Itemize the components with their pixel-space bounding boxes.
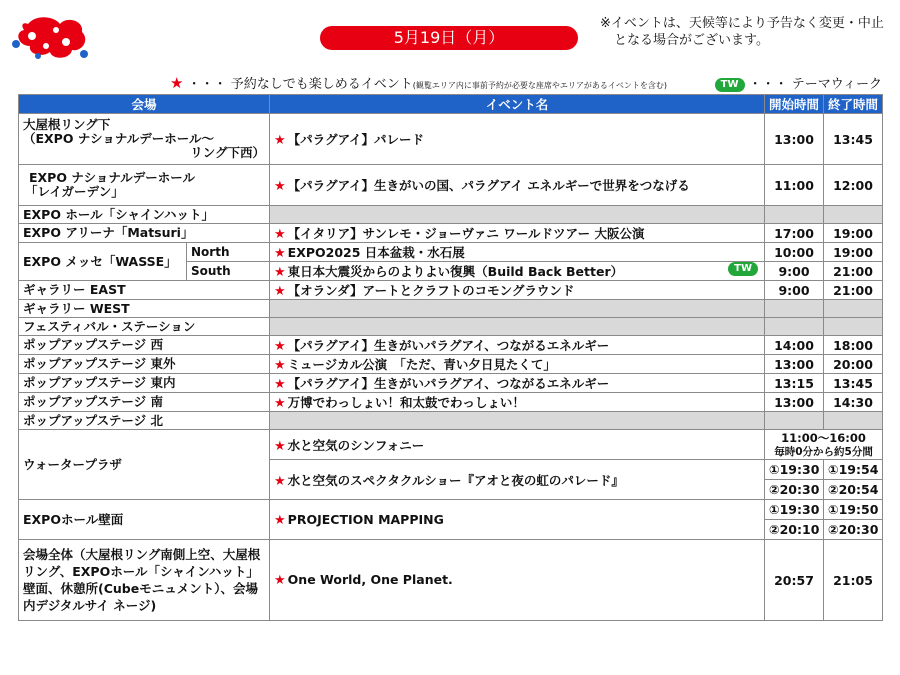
venue-cell: ポップアップステージ 東外: [19, 355, 270, 374]
table-row: [19, 165, 883, 206]
time-note: 毎時0分から約5分間: [774, 445, 873, 458]
header-event: イベント名: [270, 95, 765, 114]
event-cell: [270, 393, 765, 412]
legend: [170, 73, 882, 91]
event-cell: [270, 374, 765, 393]
event-name: 【パラグアイ】生きがいの国、パラグアイ エネルギーで世界をつなげる: [287, 178, 690, 193]
star-icon: ★: [170, 74, 184, 92]
start-time: 13:00: [765, 114, 824, 165]
venue-cell: [19, 165, 270, 206]
venue-cell: ギャラリー WEST: [19, 300, 270, 318]
star-icon: ★: [274, 284, 286, 299]
venue-cell: フェスティバル・ステーション: [19, 318, 270, 336]
notice-line-2: となる場合がございます。: [614, 33, 769, 48]
notice-line-1: ※イベントは、天候等により予告なく変更・中止: [600, 16, 884, 31]
start-time: ②20:30: [765, 480, 824, 500]
event-cell: [270, 114, 765, 165]
venue-line: EXPO ナショナルデーホール: [29, 170, 195, 185]
end-time-empty: [824, 412, 883, 430]
table-row: [19, 500, 883, 520]
expo-logo: [10, 14, 90, 60]
end-time-empty: [824, 318, 883, 336]
start-time: 10:00: [765, 243, 824, 262]
time-range-cell: [765, 430, 883, 460]
end-time: 21:00: [824, 262, 883, 281]
event-name: PROJECTION MAPPING: [287, 511, 444, 527]
start-time: 9:00: [765, 281, 824, 300]
star-icon: ★: [274, 246, 286, 261]
star-icon: ★: [274, 339, 286, 354]
event-cell-empty: [270, 412, 765, 430]
table-row: [19, 540, 883, 621]
event-cell: [270, 500, 765, 540]
venue-line: 「レイガーデン」: [25, 184, 124, 199]
venue-cell: ウォータープラザ: [19, 430, 270, 500]
star-icon: ★: [274, 396, 286, 411]
star-icon: ★: [274, 473, 286, 489]
start-time: ①19:30: [765, 460, 824, 480]
start-time-empty: [765, 300, 824, 318]
venue-cell: ギャラリー EAST: [19, 281, 270, 300]
event-cell-empty: [270, 206, 765, 224]
event-name: 水と空気のスペクタクルショー『アオと夜の虹のパレード』: [287, 472, 624, 488]
venue-cell: ポップアップステージ 東内: [19, 374, 270, 393]
venue-cell: EXPOホール壁面: [19, 500, 270, 540]
event-name: 【パラグアイ】生きがいパラグアイ、つながるエネルギー: [287, 338, 610, 353]
venue-line: （EXPO ナショナルデーホール～: [23, 131, 214, 146]
event-name: 【イタリア】サンレモ・ジョーヴァニ ワールドツアー 大阪公演: [287, 226, 645, 241]
start-time-empty: [765, 412, 824, 430]
sub-venue-north: North: [187, 243, 270, 262]
table-header-row: [19, 95, 883, 114]
venue-line: 大屋根リング下: [23, 117, 111, 132]
venue-line: リング下西）: [190, 145, 266, 160]
date-banner: 5月19日（月）: [320, 26, 578, 50]
start-time: 11:00: [765, 165, 824, 206]
star-icon: ★: [274, 512, 286, 528]
event-cell: [270, 336, 765, 355]
notice-text: [600, 15, 884, 49]
event-cell: [270, 355, 765, 374]
venue-cell: EXPO アリーナ「Matsuri」: [19, 224, 270, 243]
star-icon: ★: [274, 573, 286, 588]
legend-star-text: ・・・ 予約なしでも楽しめるイベント: [187, 77, 413, 92]
event-name: 東日本大震災からのよりよい復興（Build Back Better）: [287, 264, 624, 279]
legend-tw: [715, 73, 882, 92]
event-name: 【パラグアイ】パレード: [287, 132, 425, 147]
table-row: [19, 393, 883, 412]
event-cell: [270, 224, 765, 243]
tw-badge: TW: [728, 262, 758, 276]
table-row: [19, 281, 883, 300]
venue-cell: ポップアップステージ 北: [19, 412, 270, 430]
event-name: 万博でわっしょい！和太鼓でわっしょい！: [287, 395, 525, 410]
start-time-empty: [765, 318, 824, 336]
event-name: ミュージカル公演 「ただ、青い夕日見たくて」: [287, 357, 556, 372]
venue-cell: [19, 114, 270, 165]
table-row: [19, 243, 883, 262]
event-cell: [270, 262, 765, 281]
end-time-empty: [824, 206, 883, 224]
end-time: 12:00: [824, 165, 883, 206]
event-name: One World, One Planet.: [287, 572, 453, 587]
star-icon: ★: [274, 358, 286, 373]
start-time: 14:00: [765, 336, 824, 355]
venue-cell: ポップアップステージ 南: [19, 393, 270, 412]
event-cell: [270, 430, 765, 460]
header-start: 開始時間: [765, 95, 824, 114]
table-row: [19, 300, 883, 318]
end-time-empty: [824, 300, 883, 318]
star-icon: ★: [274, 377, 286, 392]
venue-cell: ポップアップステージ 西: [19, 336, 270, 355]
table-row: [19, 430, 883, 460]
event-name: EXPO2025 日本盆栽・水石展: [287, 245, 465, 260]
sub-venue-south: South: [187, 262, 270, 281]
star-icon: ★: [274, 265, 286, 280]
start-time: 13:00: [765, 355, 824, 374]
table-row: [19, 318, 883, 336]
star-icon: ★: [274, 133, 286, 148]
table-row: [19, 355, 883, 374]
table-row: [19, 336, 883, 355]
table-row: [19, 224, 883, 243]
legend-star-note: (観覧エリア内に事前予約が必要な座席やエリアがあるイベントを含む): [412, 81, 667, 90]
schedule-table: [18, 94, 883, 621]
table-row: [19, 374, 883, 393]
header-venue: 会場: [19, 95, 270, 114]
end-time: ②20:54: [824, 480, 883, 500]
event-cell-empty: [270, 318, 765, 336]
event-cell: [270, 243, 765, 262]
table-row: [19, 206, 883, 224]
end-time: 19:00: [824, 243, 883, 262]
table-row: [19, 412, 883, 430]
start-time: 13:00: [765, 393, 824, 412]
header-end: 終了時間: [824, 95, 883, 114]
tw-badge: TW: [715, 78, 745, 92]
start-time: 9:00: [765, 262, 824, 281]
star-icon: ★: [274, 227, 286, 242]
legend-tw-text: ・・・ テーマウィーク: [748, 77, 882, 92]
event-cell: [270, 165, 765, 206]
event-cell: [270, 281, 765, 300]
table-row: [19, 114, 883, 165]
end-time: 13:45: [824, 114, 883, 165]
end-time: 20:00: [824, 355, 883, 374]
end-time: ②20:30: [824, 520, 883, 540]
event-cell: [270, 460, 765, 500]
end-time: 13:45: [824, 374, 883, 393]
venue-cell: 会場全体（大屋根リング南側上空、大屋根リング、EXPOホール「シャインハット」壁面、休憩所(Cubeモニュメント）、会場内デジタルサイ ネージ): [19, 540, 270, 621]
event-cell-empty: [270, 300, 765, 318]
venue-cell: EXPO ホール「シャインハット」: [19, 206, 270, 224]
venue-cell: EXPO メッセ「WASSE」: [19, 243, 187, 281]
end-time: ①19:50: [824, 500, 883, 520]
end-time: 18:00: [824, 336, 883, 355]
event-name: 水と空気のシンフォニー: [287, 437, 425, 453]
end-time: 21:05: [824, 540, 883, 621]
start-time: ②20:10: [765, 520, 824, 540]
star-icon: ★: [274, 438, 286, 454]
star-icon: ★: [274, 179, 286, 194]
time-range: 11:00～16:00: [781, 430, 866, 445]
event-cell: [270, 540, 765, 621]
end-time: ①19:54: [824, 460, 883, 480]
end-time: 19:00: [824, 224, 883, 243]
event-name: 【オランダ】アートとクラフトのコモングラウンド: [287, 283, 575, 298]
start-time: 13:15: [765, 374, 824, 393]
event-name: 【パラグアイ】生きがいパラグアイ、つながるエネルギー: [287, 376, 610, 391]
end-time: 21:00: [824, 281, 883, 300]
start-time-empty: [765, 206, 824, 224]
start-time: 17:00: [765, 224, 824, 243]
start-time: ①19:30: [765, 500, 824, 520]
end-time: 14:30: [824, 393, 883, 412]
start-time: 20:57: [765, 540, 824, 621]
